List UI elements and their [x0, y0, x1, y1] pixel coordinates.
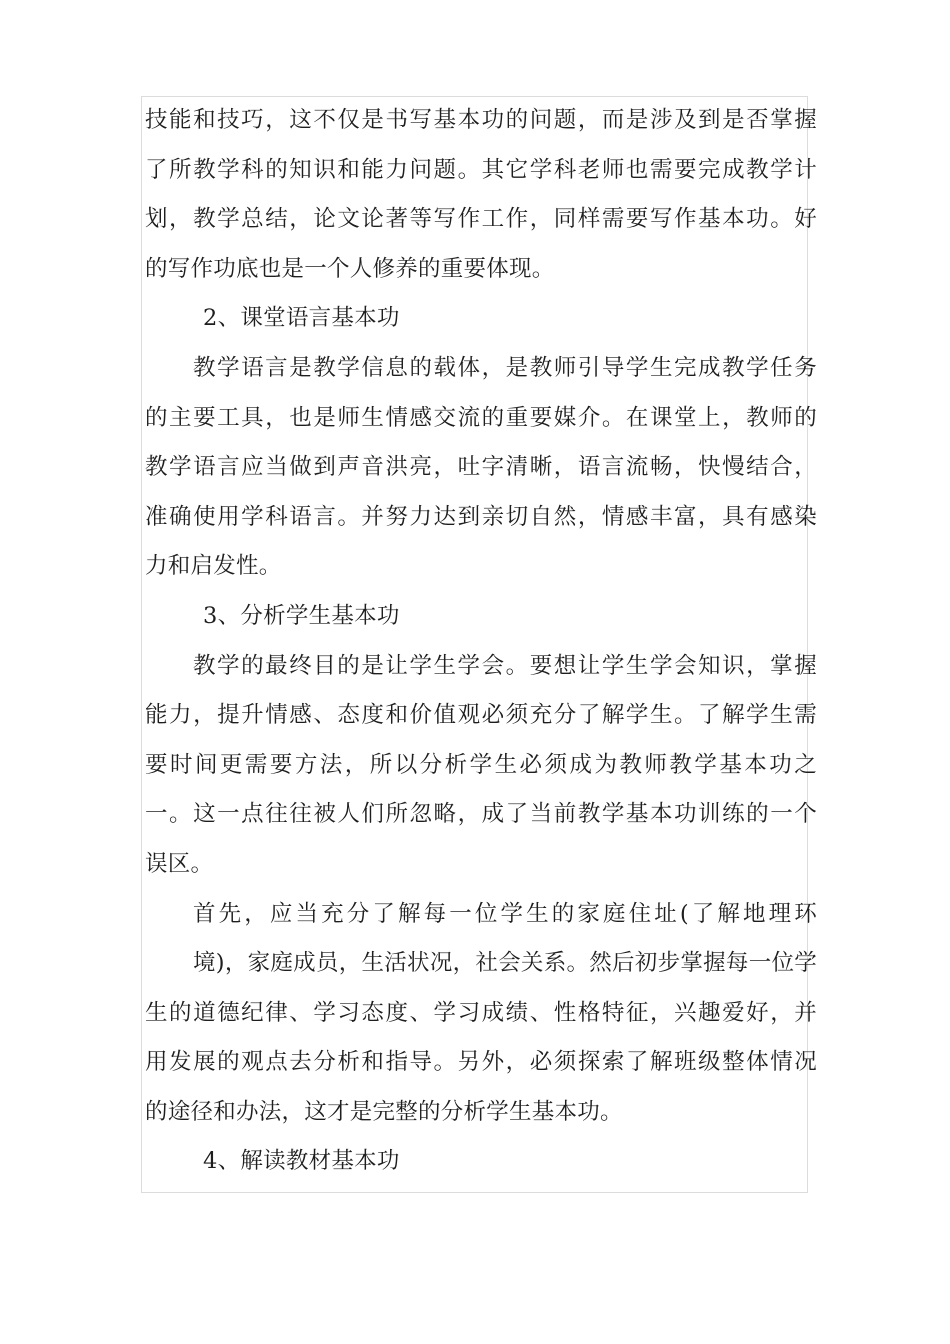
document-body	[145, 96, 817, 1187]
paragraph-line: 能力，提升情感、态度和价值观必须充分了解学生。了解学生需	[145, 702, 817, 729]
paragraph-first-line: 教学的最终目的是让学生学会。要想让学生学会知识，掌握	[193, 652, 817, 679]
section-heading: 2、课堂语言基本功	[203, 305, 400, 332]
paragraph-first-line: 首先，应当充分了解每一位学生的家庭住址(了解地理环	[193, 900, 817, 927]
paragraph-line: 力和启发性。	[145, 553, 282, 580]
paragraph-line: 的主要工具，也是师生情感交流的重要媒介。在课堂上，教师的	[145, 404, 817, 431]
paragraph-line: 准确使用学科语言。并努力达到亲切自然，情感丰富，具有感染	[145, 503, 817, 530]
section-heading: 3、分析学生基本功	[203, 602, 400, 629]
paragraph-line: 境)，家庭成员，生活状况，社会关系。然后初步掌握每一位学	[193, 950, 817, 977]
paragraph-line: 技能和技巧，这不仅是书写基本功的问题，而是涉及到是否掌握	[145, 107, 817, 133]
paragraph-line: 教学语言应当做到声音洪亮，吐字清晰，语言流畅，快慢结合，	[145, 454, 817, 481]
paragraph-line: 了所教学科的知识和能力问题。其它学科老师也需要完成教学计	[145, 156, 817, 183]
paragraph-line: 的写作功底也是一个人修养的重要体现。	[145, 255, 555, 282]
paragraph-line: 生的道德纪律、学习态度、学习成绩、性格特征，兴趣爱好，并	[145, 999, 817, 1026]
paragraph-line: 用发展的观点去分析和指导。另外，必须探索了解班级整体情况	[145, 1049, 817, 1076]
paragraph-line: 划，教学总结，论文论著等写作工作，同样需要写作基本功。好	[145, 206, 817, 233]
paragraph-first-line: 教学语言是教学信息的载体，是教师引导学生完成教学任务	[193, 354, 817, 381]
paragraph-line: 一。这一点往往被人们所忽略，成了当前教学基本功训练的一个	[145, 801, 817, 828]
paragraph-line: 误区。	[145, 850, 214, 877]
paragraph-line: 的途径和办法，这才是完整的分析学生基本功。	[145, 1098, 623, 1125]
section-heading: 4、解读教材基本功	[203, 1148, 400, 1175]
paragraph-line: 要时间更需要方法，所以分析学生必须成为教师教学基本功之	[145, 751, 817, 778]
